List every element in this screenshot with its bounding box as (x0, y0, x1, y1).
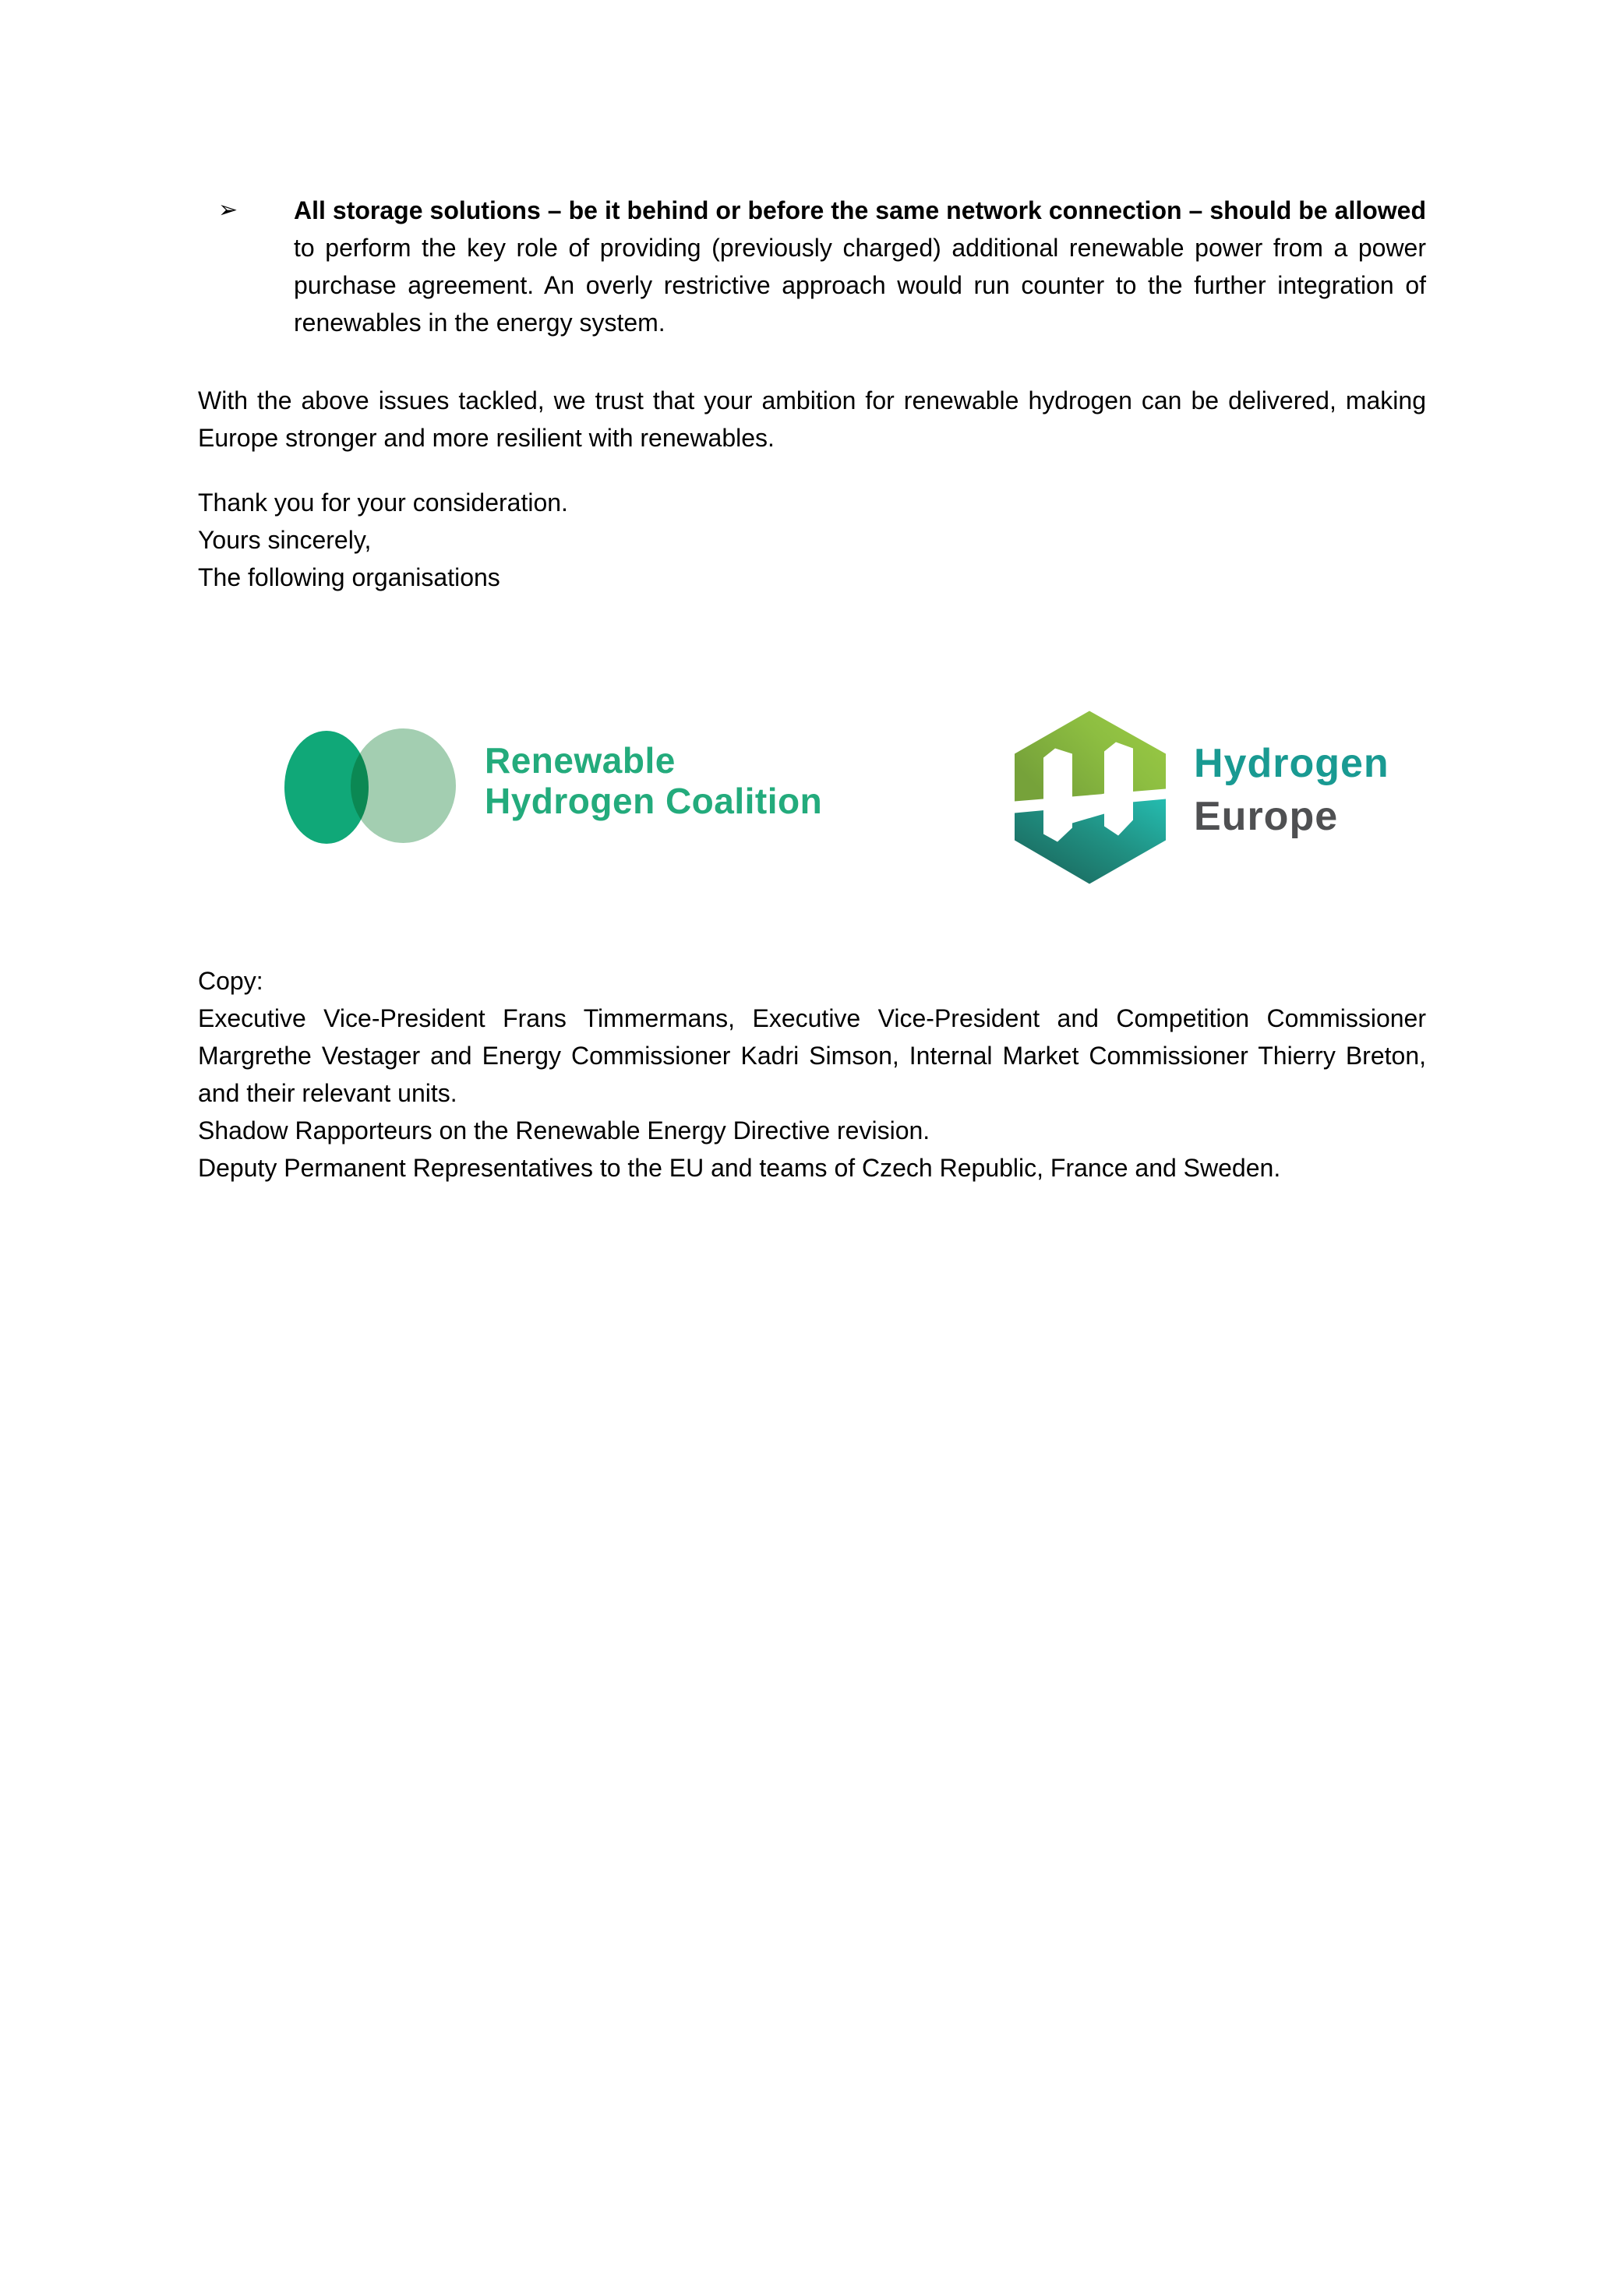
hydrogen-europe-hexagon-icon (1015, 711, 1166, 884)
hydrogen-europe-logo-mark (1015, 711, 1166, 884)
closing-line-organisations: The following organisations (198, 563, 500, 591)
rhc-logo-text (485, 740, 822, 821)
bullet-arrow-icon: ➢ (218, 197, 238, 223)
copy-paragraph-representatives: Deputy Permanent Representatives to the EU and teams of Czech Republic, France and Sweden. (198, 1154, 1281, 1182)
closing-line-thank-you: Thank you for your consideration. (198, 488, 568, 517)
bullet-paragraph (198, 192, 1426, 341)
body-paragraph: With the above issues tackled, we trust that your ambition for renewable hydrogen can be delivered, making Europe stronger and more resilient with renewables. (198, 386, 1426, 452)
h-right-bar (1104, 742, 1133, 836)
hydrogen-europe-line1: Hydrogen (1194, 741, 1389, 786)
hydrogen-europe-line2: Europe (1194, 794, 1339, 839)
copy-paragraph-commissioners: Executive Vice-President Frans Timmermans, Executive Vice-President and Competition Commissioner Margrethe Vestager and Energy Commissioner Kadri Simson, Internal Market Commissioner Thierry Breton, and their relevant units. (198, 1004, 1426, 1107)
copy-section (198, 962, 1426, 1187)
hexagon-top-green (1015, 711, 1166, 802)
rhc-circle-right (351, 728, 456, 843)
copy-label: Copy: (198, 967, 263, 995)
bullet-regular-text: to perform the key role of providing (previously charged) additional renewable power from a power purchase agreement. An overly restrictive approach would run counter to the further integration of renewables in the energy system. (294, 234, 1426, 337)
copy-paragraph-rapporteurs: Shadow Rapporteurs on the Renewable Energy Directive revision. (198, 1116, 930, 1144)
rhc-logo-line2: Hydrogen Coalition (485, 781, 823, 821)
closing-lines (198, 484, 1426, 596)
h-left-bar (1043, 749, 1072, 842)
closing-line-sincerely: Yours sincerely, (198, 526, 372, 554)
rhc-logo-mark (284, 728, 457, 845)
rhc-logo-line1: Renewable (485, 740, 676, 781)
bullet-paragraph-text (294, 192, 1426, 341)
bullet-bold-text: All storage solutions – be it behind or before the same network connection – should be allowed (294, 196, 1426, 224)
hydrogen-europe-logo-text (1194, 737, 1389, 843)
